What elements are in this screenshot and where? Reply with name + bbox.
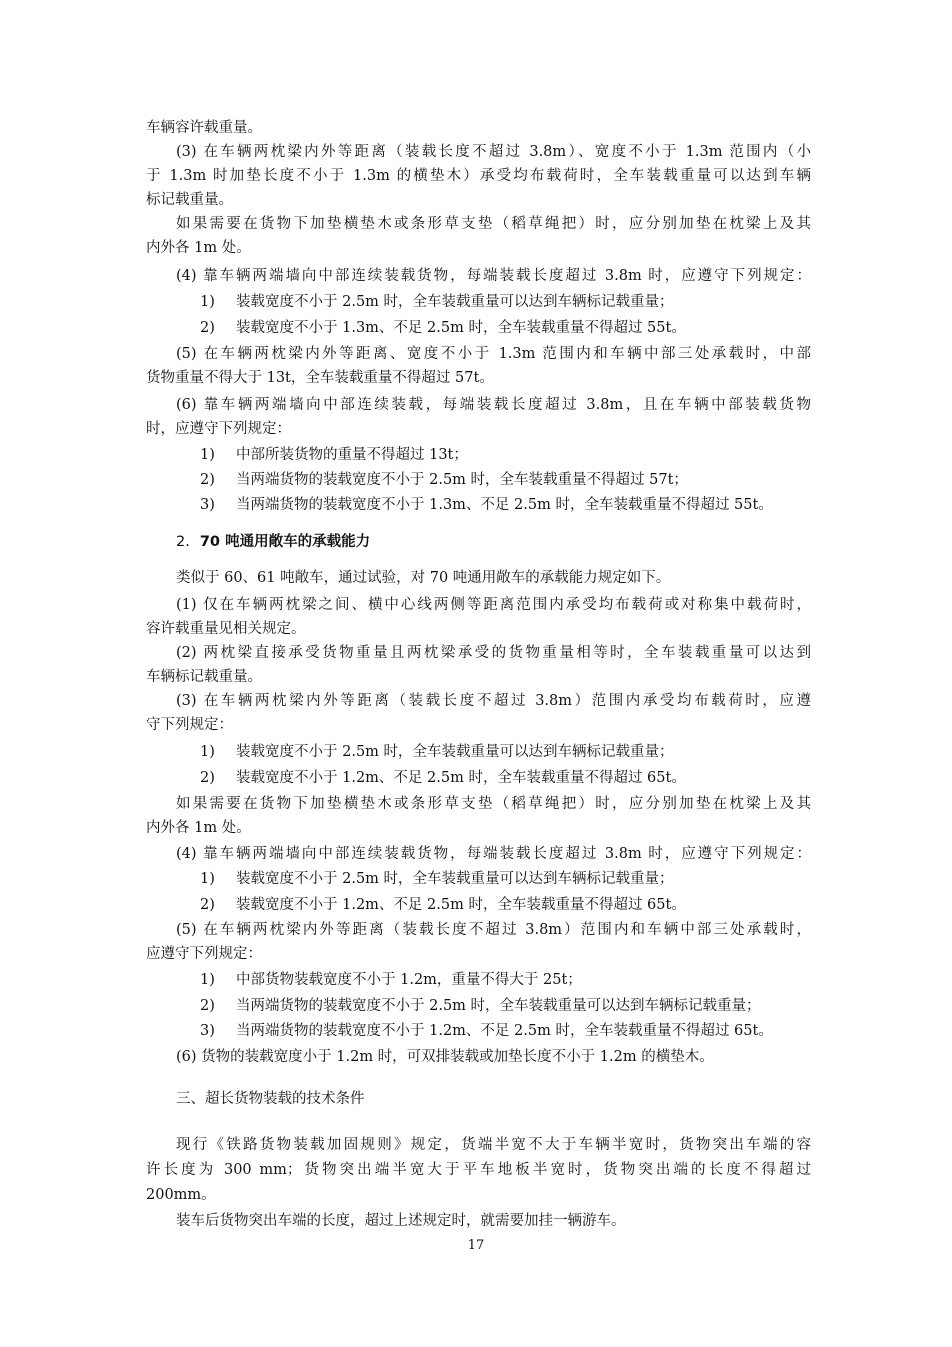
list-item-label: 2) [200, 770, 215, 786]
list-item-label: 2) [200, 320, 215, 336]
list-item-label: 3) [200, 1023, 215, 1039]
text-line: (4) 靠车辆两端墙向中部连续装载货物，每端装载长度超过 3.8m 时，应遵守下列规定： [176, 268, 811, 284]
list-item: 当两端货物的装载宽度不小于 1.3m、不足 2.5m 时，全车装载重量不得超过 55t。 [236, 497, 773, 513]
text-line: (1) 仅在车辆两枕梁之间、横中心线两侧等距离范围内承受均布载荷或对称集中载荷时， [176, 597, 811, 613]
text-line: (5) 在车辆两枕梁内外等距离、宽度不小于 1.3m 范围内和车辆中部三处承载时，中部 [176, 346, 811, 362]
text-line: 如果需要在货物下加垫横垫木或条形草支垫（稻草绳把）时，应分别加垫在枕梁上及其 [176, 216, 811, 232]
page-number: 17 [467, 1238, 485, 1253]
list-item: 装载宽度不小于 1.2m、不足 2.5m 时，全车装载重量不得超过 65t。 [236, 897, 686, 913]
text-line: 于 1.3m 时加垫长度不小于 1.3m 的横垫木）承受均布载荷时，全车装载重量可以达到车辆 [146, 168, 811, 184]
list-item-label: 1) [200, 972, 215, 988]
list-item: 当两端货物的装载宽度不小于 2.5m 时，全车装载重量不得超过 57t； [236, 472, 688, 488]
text-line: 许长度为 300 mm；货物突出端半宽大于平车地板半宽时，货物突出端的长度不得超过 [146, 1162, 811, 1178]
text-line: (5) 在车辆两枕梁内外等距离（装载长度不超过 3.8m）范围内和车辆中部三处承载时， [176, 922, 811, 938]
text-line: 200mm。 [146, 1187, 216, 1203]
text-line: 时，应遵守下列规定： [146, 421, 291, 437]
list-item: 装载宽度不小于 2.5m 时，全车装载重量可以达到车辆标记载重量； [236, 744, 674, 760]
text-line: 内外各 1m 处。 [146, 820, 251, 836]
list-item: 中部所装货物的重量不得超过 13t； [236, 447, 468, 463]
section-heading [176, 530, 370, 554]
text-line: 货物重量不得大于 13t，全车装载重量不得超过 57t。 [146, 370, 494, 386]
text-line: 守下列规定： [146, 717, 233, 733]
section-heading-text: 70 吨通用敞车的承载能力 [199, 534, 371, 550]
list-item: 中部货物装载宽度不小于 1.2m，重量不得大于 25t； [236, 972, 582, 988]
list-item: 装载宽度不小于 2.5m 时，全车装载重量可以达到车辆标记载重量； [236, 294, 674, 310]
list-item: 装载宽度不小于 1.3m、不足 2.5m 时，全车装载重量不得超过 55t。 [236, 320, 686, 336]
list-item-label: 1) [200, 871, 215, 887]
section-heading: 三、超长货物装载的技术条件 [176, 1091, 365, 1107]
list-item-label: 1) [200, 294, 215, 310]
text-line: 容许载重量见相关规定。 [146, 621, 306, 637]
text-line: (2) 两枕梁直接承受货物重量且两枕梁承受的货物重量相等时，全车装载重量可以达到 [176, 645, 811, 661]
text-line: 装车后货物突出车端的长度，超过上述规定时，就需要加挂一辆游车。 [176, 1213, 626, 1229]
text-line: 现行《铁路货物装载加固规则》规定，货端半宽不大于车辆半宽时，货物突出车端的容 [176, 1137, 811, 1153]
text-line: 标记载重量。 [146, 192, 233, 208]
text-line: (4) 靠车辆两端墙向中部连续装载货物，每端装载长度超过 3.8m 时，应遵守下列规定： [176, 846, 811, 862]
list-item: 装载宽度不小于 1.2m、不足 2.5m 时，全车装载重量不得超过 65t。 [236, 770, 686, 786]
list-item-label: 2) [200, 897, 215, 913]
list-item-label: 3) [200, 497, 215, 513]
list-item-label: 1) [200, 744, 215, 760]
section-number: 2. [176, 534, 190, 550]
text-line: 应遵守下列规定： [146, 946, 262, 962]
list-item-label: 2) [200, 998, 215, 1014]
list-item-label: 2) [200, 472, 215, 488]
text-line: 如果需要在货物下加垫横垫木或条形草支垫（稻草绳把）时，应分别加垫在枕梁上及其 [176, 796, 811, 812]
text-line: (6) 货物的装载宽度小于 1.2m 时，可双排装载或加垫长度不小于 1.2m 的横垫木。 [176, 1049, 714, 1065]
text-line: (3) 在车辆两枕梁内外等距离（装载长度不超过 3.8m）、宽度不小于 1.3m 范围内（小 [176, 144, 811, 160]
text-line: 类似于 60、61 吨敞车，通过试验，对 70 吨通用敞车的承载能力规定如下。 [176, 570, 671, 586]
text-line: 车辆容许载重量。 [146, 120, 262, 136]
text-line: 车辆标记载重量。 [146, 669, 262, 685]
text-line: 内外各 1m 处。 [146, 240, 251, 256]
text-line: (3) 在车辆两枕梁内外等距离（装载长度不超过 3.8m）范围内承受均布载荷时，应遵 [176, 693, 811, 709]
text-line: (6) 靠车辆两端墙向中部连续装载，每端装载长度超过 3.8m，且在车辆中部装载货物 [176, 397, 811, 413]
list-item: 装载宽度不小于 2.5m 时，全车装载重量可以达到车辆标记载重量； [236, 871, 674, 887]
list-item: 当两端货物的装载宽度不小于 1.2m、不足 2.5m 时，全车装载重量不得超过 65t。 [236, 1023, 773, 1039]
list-item-label: 1) [200, 447, 215, 463]
list-item: 当两端货物的装载宽度不小于 2.5m 时，全车装载重量可以达到车辆标记载重量； [236, 998, 761, 1014]
